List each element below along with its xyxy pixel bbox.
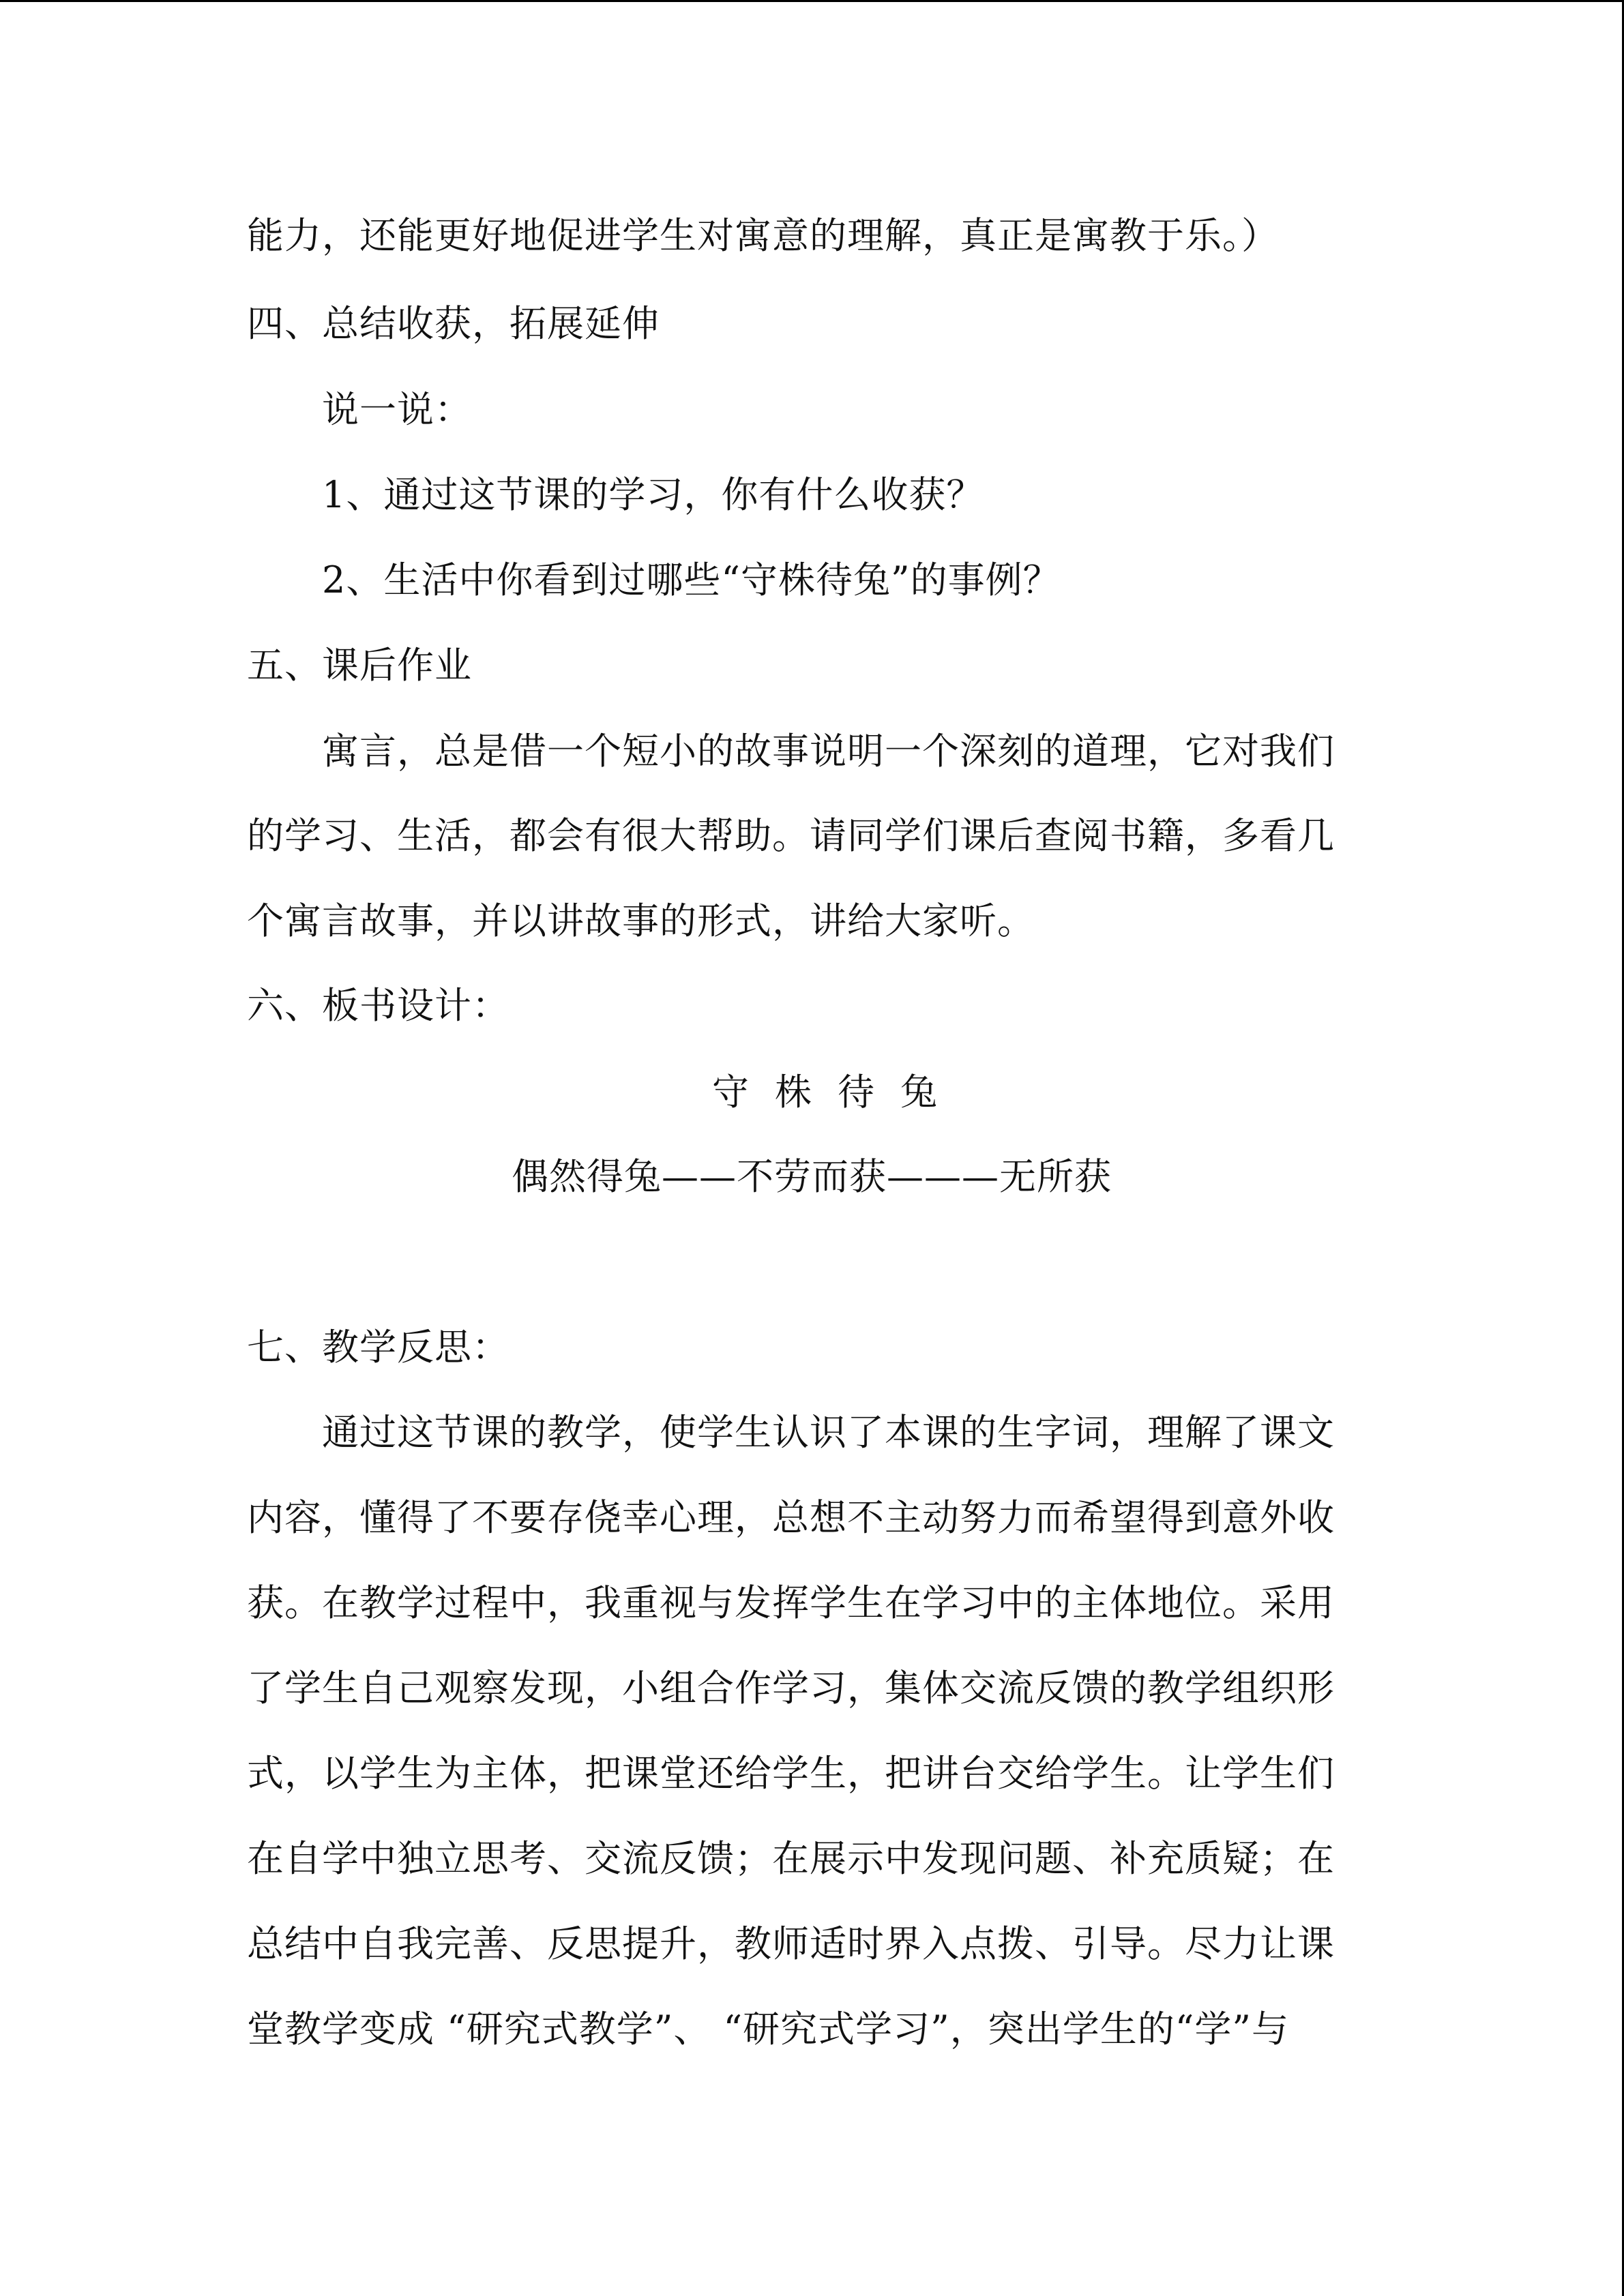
reflection-line-6: 在自学中独立思考、交流反馈；在展示中发现问题、补充质疑；在	[247, 1837, 1335, 1880]
board-title: 守株待兔	[712, 1071, 963, 1114]
reflection-line-1: 通过这节课的教学，使学生认识了本课的生字词，理解了课文	[322, 1411, 1335, 1454]
section-heading-7: 七、教学反思：	[247, 1326, 510, 1369]
section-heading-6: 六、板书设计：	[247, 984, 510, 1027]
homework-line-1: 寓言，总是借一个短小的故事说明一个深刻的道理，它对我们	[322, 730, 1335, 773]
homework-line-2: 的学习、生活，都会有很大帮助。请同学们课后查阅书籍，多看几	[247, 814, 1335, 857]
reflection-line-5: 式，以学生为主体，把课堂还给学生，把讲台交给学生。让学生们	[247, 1752, 1335, 1795]
paragraph-line: 能力，还能更好地促进学生对寓意的理解，真正是寓教于乐。）	[247, 214, 1279, 257]
board-line: 偶然得兔——不劳而获———无所获	[512, 1155, 1112, 1198]
reflection-line-3: 获。在教学过程中，我重视与发挥学生在学习中的主体地位。采用	[247, 1581, 1335, 1624]
reflection-line-4: 了学生自己观察发现，小组合作学习，集体交流反馈的教学组织形	[247, 1667, 1335, 1710]
reflection-line-7: 总结中自我完善、反思提升，教师适时界入点拨、引导。尽力让课	[247, 1922, 1335, 1965]
page-border-top	[0, 0, 1624, 2]
section-heading-5: 五、课后作业	[247, 644, 472, 687]
reflection-line-8: 堂教学变成 “研究式教学”、 “研究式学习”，突出学生的“学”与	[247, 2008, 1289, 2051]
question-2: 2、生活中你看到过哪些“守株待兔”的事例？	[322, 558, 1061, 601]
prompt-line: 说一说：	[322, 388, 472, 431]
reflection-line-2: 内容，懂得了不要存侥幸心理，总想不主动努力而希望得到意外收	[247, 1496, 1335, 1539]
section-heading-4: 四、总结收获，拓展延伸	[247, 302, 660, 345]
question-1: 1、通过这节课的学习，你有什么收获？	[322, 473, 984, 516]
homework-line-3: 个寓言故事，并以讲故事的形式，讲给大家听。	[247, 899, 1035, 942]
